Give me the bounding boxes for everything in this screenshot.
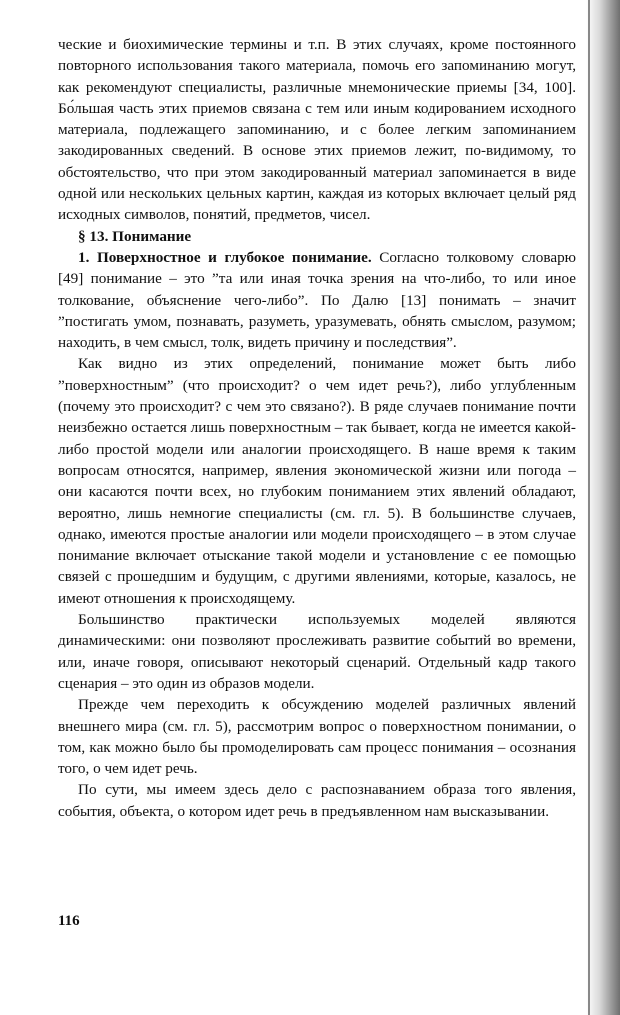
page-edge-shadow [586,0,620,1015]
page-edge-line [588,0,590,1015]
subsection-paragraph [58,247,576,353]
page-number: 116 [58,913,80,929]
paragraph-4: Большинство практически используемых моделей являются динамическими: они позволяют прослеживать развитие событий во времени, или, иначе говоря, описывают некоторый сценарий. Отдельный кадр такого сценария – это один из образов модели. [58,611,576,692]
paragraph-5: Прежде чем переходить к обсуждению моделей различных явлений внешнего мира (см. гл. 5), рассмотрим вопрос о поверхностном понимании, о том, как можно было бы промоделировать сам процесс понимания – осознания того, о чем идет речь. [58,696,576,778]
opening-paragraph: ческие и биохимические термины и т.п. В этих случаях, кроме постоянного повторного использования такого материала, помочь его запоминанию могут, как рекомендуют специалисты, различные мнемонические приемы [34, 100]. Бо́льшая часть этих приемов связана с тем или иным кодированием исходного материала, подлежащего запоминанию, и с более легким запоминанием закодированных сведений. В основе этих приемов лежит, по-видимому, то обстоятельство, что при этом закодированный материал запоминается в виде одной или нескольких цельных картин, каждая из которых включает целый ряд исходных символов, понятий, предметов, чисел. [58,36,576,224]
paragraph-6: По сути, мы имеем здесь дело с распознаванием образа того явления, события, объекта, о котором идет речь в предъявленном нам высказывании. [58,781,576,820]
subsection-text: Согласно толковому словарю [49] понимание – это ”та или иная точка зрения на что-либо, то или иное толкование, объяснение чего-либо”. По Далю [13] понимать – значит ”постигать умом, познавать, разуметь, уразумевать, обнять смыслом, разумом; находить, в чем смысл, толк, видеть причину и последствия”. [58,248,577,352]
subsection-title: 1. Поверхностное и глубокое понимание. [78,248,372,266]
paragraph-3: Как видно из этих определений, понимание может быть либо ”поверхностным” (что происходит? о чем идет речь?), либо углубленным (почему это происходит? с чем это связано?). В ряде случаев понимание почти неизбежно остается лишь поверхностным – так бывает, когда не имеется какой-либо простой модели или аналогии происходящего. В наше время к таким вопросам относятся, например, явления экономической жизни или погода – они касаются почти всех, но глубоким пониманием этих явлений обладают, вероятно, лишь немногие специалисты (см. гл. 5). В большинстве случаев, однако, имеются простые аналогии или модели происходящего – в этом случае понимание включает отыскание такой модели и установление с ее помощью связей с прошедшим и будущим, с другими явлениями, которые, казалось, не имеют отношения к происходящему. [58,355,576,607]
page-body [58,34,576,822]
section-heading: § 13. Понимание [78,227,192,245]
